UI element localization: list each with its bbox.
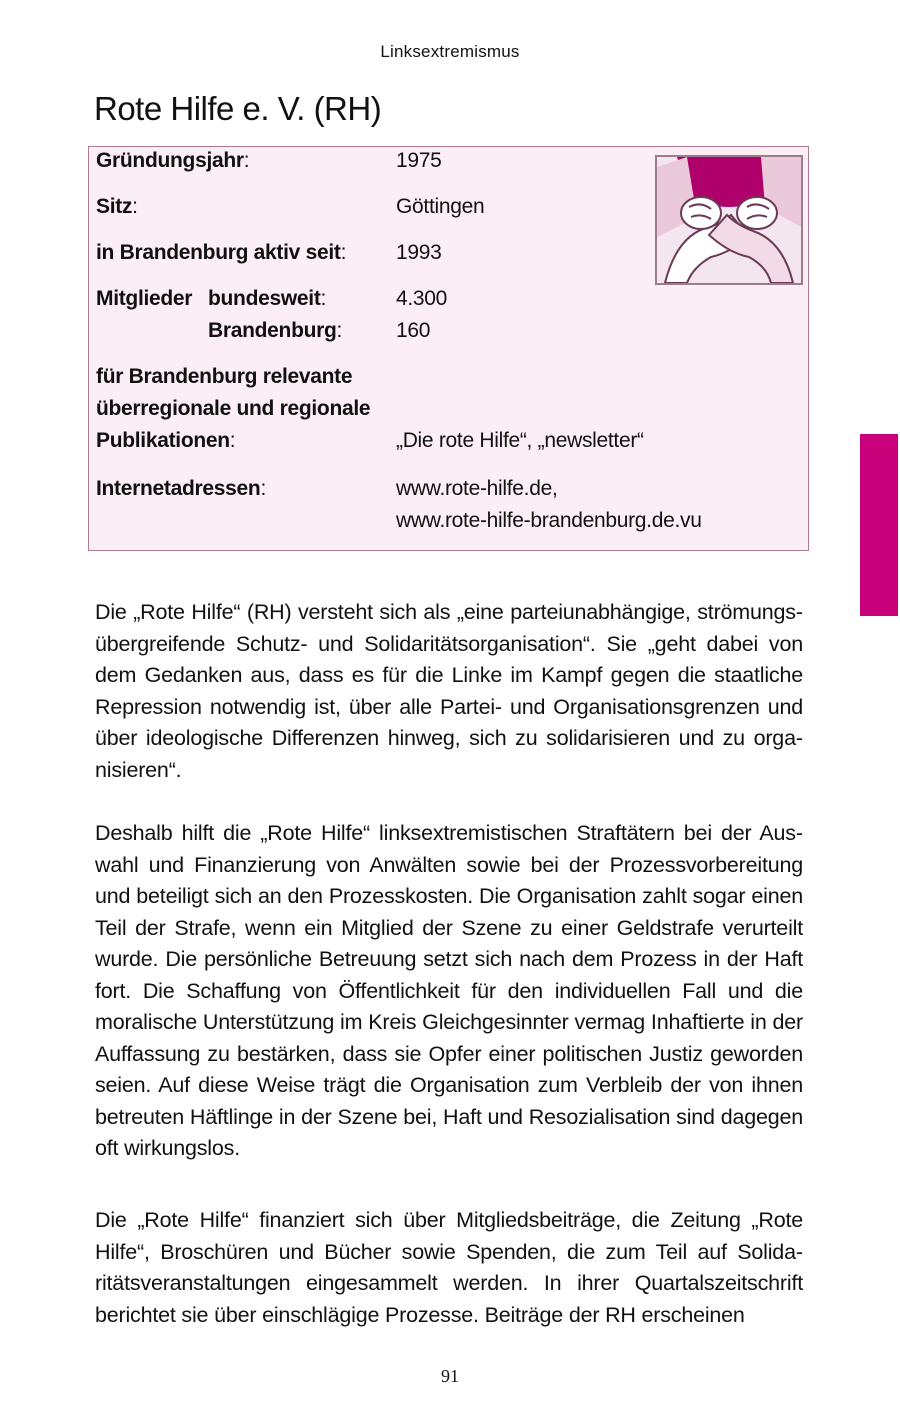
founding-year-label: Gründungsjahr:: [96, 149, 250, 172]
members-federal-label: bundesweit:: [208, 287, 327, 310]
body-paragraph-2: Deshalb hilft die „Rote Hilfe“ linksextremistischen Straftätern bei der Auswahl und Finanzierung von Anwälten sowie bei der Prozessvorbereitung und beteiligt sich an den Prozesskosten. Die Organisation zahlt sogar einen Teil der Strafe, wenn ein Mitglied der Szene zu einer Geldstrafe verurteilt wurde. Die persönliche Betreuung setzt sich nach dem Prozess in der Haft fort. Die Schaffung von Öffentlichkeit für den individuellen Fall und die moralische Unterstützung im Kreis Gleichgesinnter vermag Inhaftierte in der Auffassung zu bestärken, dass sie Opfer einer politischen Justiz geworden seien. Auf diese Weise trägt die Organisation zum Verbleib der von ihnen betreuten Häftlinge in der Szene bei, Haft und Resozialisation sind dagegen oft wirkungslos.: [95, 821, 803, 1160]
members-brandenburg-value: 160: [396, 319, 431, 342]
seat-value: Göttingen: [396, 195, 485, 218]
publications-label-line-1: für Brandenburg relevante: [96, 365, 353, 388]
publications-value: „Die rote Hilfe“, „newsletter“: [396, 429, 644, 452]
members-label: Mitglieder: [96, 287, 193, 310]
publications-label-line-3: Publikationen:: [96, 429, 236, 452]
active-since-label: in Brandenburg aktiv seit:: [96, 241, 347, 264]
page-title: Rote Hilfe e. V. (RH): [94, 90, 382, 127]
running-head: Linksextremismus: [380, 42, 520, 61]
chapter-marker-tab: [860, 434, 898, 616]
founding-year-value: 1975: [396, 149, 442, 172]
active-since-value: 1993: [396, 241, 442, 264]
members-brandenburg-label: Brandenburg:: [208, 319, 343, 342]
internet-label: Internetadressen:: [96, 477, 266, 500]
page-number: 91: [441, 1366, 459, 1386]
seat-label: Sitz:: [96, 195, 138, 218]
body-paragraph-3: Die „Rote Hilfe“ finanziert sich über Mitgliedsbeiträge, die Zeitung „Rote Hilfe“, Broschüren und Bücher sowie Spenden, die zum Teil auf Solidaritätsveranstaltungen eingesammelt werden. In ihrer Quartalszeitschrift berichtet sie über einschlägige Prozesse. Beiträge der RH erscheinen: [95, 1208, 803, 1327]
fact-box: [88, 146, 809, 551]
body-paragraph-1: Die „Rote Hilfe“ (RH) versteht sich als „eine parteiunabhängige, strömungsübergreifende Schutz- und Solidaritätsorganisation“. Sie „geht dabei von dem Gedanken aus, dass es für die Linke im Kampf gegen die staatliche Repression notwendig ist, über alle Partei- und Organisationsgrenzen und über ideologische Differenzen hinweg, sich zu solidarisieren und zu organisieren“.: [95, 600, 803, 782]
publications-label-line-2: überregionale und regionale: [96, 397, 371, 420]
members-federal-value: 4.300: [396, 287, 448, 310]
internet-url-1[interactable]: www.rote-hilfe.de,: [396, 477, 558, 500]
solidarity-hands-logo-icon: [655, 155, 803, 285]
internet-url-2[interactable]: www.rote-hilfe-brandenburg.de.vu: [396, 509, 702, 532]
